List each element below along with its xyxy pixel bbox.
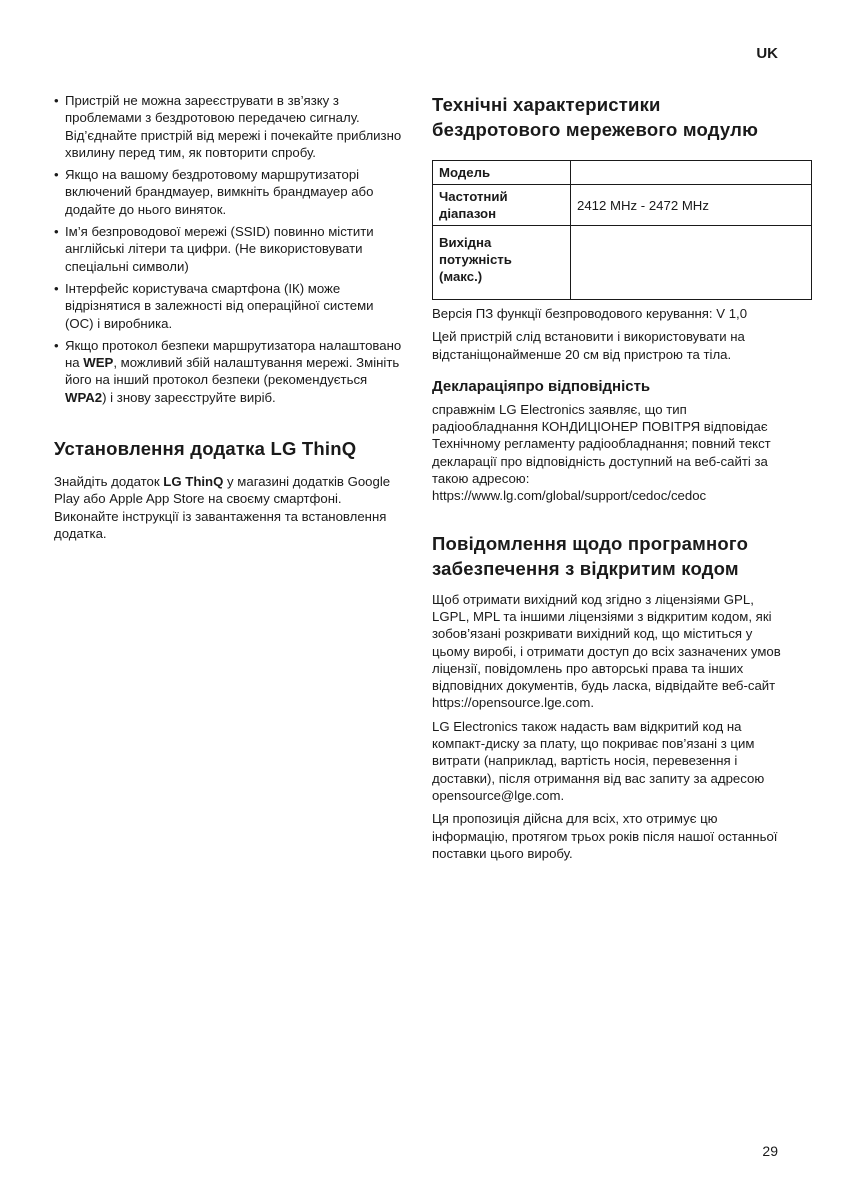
right-column — [432, 92, 782, 868]
troubleshooting-list — [54, 92, 404, 406]
declaration-url: https://www.lg.com/global/support/cedoc/cedoc — [432, 488, 707, 504]
heading-line: забезпечення з відкритим кодом — [432, 557, 739, 579]
language-code: UK — [756, 45, 778, 62]
text: потужність — [439, 252, 512, 267]
page-number: 29 — [762, 1143, 778, 1159]
software-version: Версія ПЗ функції безпроводового керування: V 1,0 — [432, 306, 748, 321]
list-item: • Інтерфейс користувача смартфона (ІК) може відрізнятися в залежності від операційної системи (ОС) і виробника. — [54, 280, 404, 332]
text: Знайдіть додаток — [54, 474, 164, 490]
table-value — [571, 161, 812, 185]
text: Якщо протокол безпеки маршрутизатора налаштовано на — [65, 337, 402, 371]
text: діапазон — [439, 206, 497, 221]
table-row — [433, 226, 812, 300]
heading-line: бездротового мережевого модулю — [432, 119, 759, 140]
list-item — [54, 337, 404, 406]
emphasis: LG ThinQ — [163, 474, 224, 490]
install-paragraph — [54, 473, 404, 542]
emphasis: WPA2 — [65, 389, 103, 405]
table-key — [433, 185, 571, 226]
text: Частотний — [439, 189, 508, 204]
text: (макс.) — [439, 269, 483, 284]
text: у магазині додатків Google Play або Apple App Store на своєму смартфоні. Виконайте інструкції із завантаження та встановлення додатка. — [54, 474, 391, 541]
install-heading: Установлення додатка LG ThinQ — [54, 438, 357, 460]
spec-table — [432, 160, 812, 300]
table-key — [433, 226, 571, 300]
oss-paragraph: Щоб отримати вихідний код згідно з ліцензіями GPL, LGPL, MPL та іншими ліцензіями з відкритим кодом, які зобов’язані розкривати вихідний код, що міститься у цьому виробі, і отримати доступ до всіх зазначених умов ліцензії, повідомлень про авторські права та інших відповідних документів, будь ласка, відвідайте веб-сайт https://opensource.lge.com. — [432, 591, 781, 711]
list-item: • Ім’я безпроводової мережі (SSID) повинно містити англійські літери та цифри. (Не використовувати спеціальні символи) — [54, 223, 404, 275]
left-column — [54, 92, 404, 548]
oss-heading — [432, 531, 782, 581]
oss-paragraph: Ця пропозиція дійсна для всіх, хто отримує цю інформацію, протягом трьох років після нашої останньої поставки цього виробу. — [432, 811, 778, 861]
distance-note: Цей пристрій слід встановити і використовувати на відстаніщонайменше 20 см від пристрою та тіла. — [432, 329, 745, 362]
heading-line: Технічні характеристики — [432, 94, 661, 115]
table-row — [433, 185, 812, 226]
text: Вихідна — [439, 235, 492, 250]
heading-line: Повідомлення щодо програмного — [432, 532, 749, 554]
declaration-heading: Деклараціяпро відповідність — [432, 377, 651, 395]
oss-paragraph: LG Electronics також надасть вам відкритий код на компакт-диску за плату, що покриває пов’язані з цим витрати (наприклад, вартість носія, перевезення і доставки), після отримання від вас запиту за адресою opensource@lge.com. — [432, 718, 765, 803]
text: ) і знову зареєструйте виріб. — [102, 389, 276, 405]
emphasis: WEP — [83, 355, 114, 371]
text: , можливий збій налаштування мережі. Змініть його на інший протокол безпеки (рекомендується — [65, 355, 400, 388]
list-item: • Якщо на вашому бездротовому маршрутизаторі включений брандмауер, вимкніть брандмауер або додайте до нього виняток. — [54, 166, 404, 218]
declaration-text: справжнім LG Electronics заявляє, що тип радіообладнання КОНДИЦІОНЕР ПОВІТРЯ відповідає Технічному регламенту радіообладнання; повний текст декларації про відповідність доступний на веб-сайті за такою адресою: — [432, 401, 771, 487]
table-value — [571, 226, 812, 300]
list-item: • Пристрій не можна зареєструвати в зв’язку з проблемами з бездротовою передачею сигналу. Від’єднайте пристрій від мережі і почекайте приблизно хвилину перед тим, як повторити спробу. — [54, 92, 404, 161]
table-key: Модель — [433, 161, 571, 185]
table-value: 2412 MHz - 2472 MHz — [571, 185, 812, 226]
table-row — [433, 161, 812, 185]
spec-heading — [432, 92, 782, 142]
